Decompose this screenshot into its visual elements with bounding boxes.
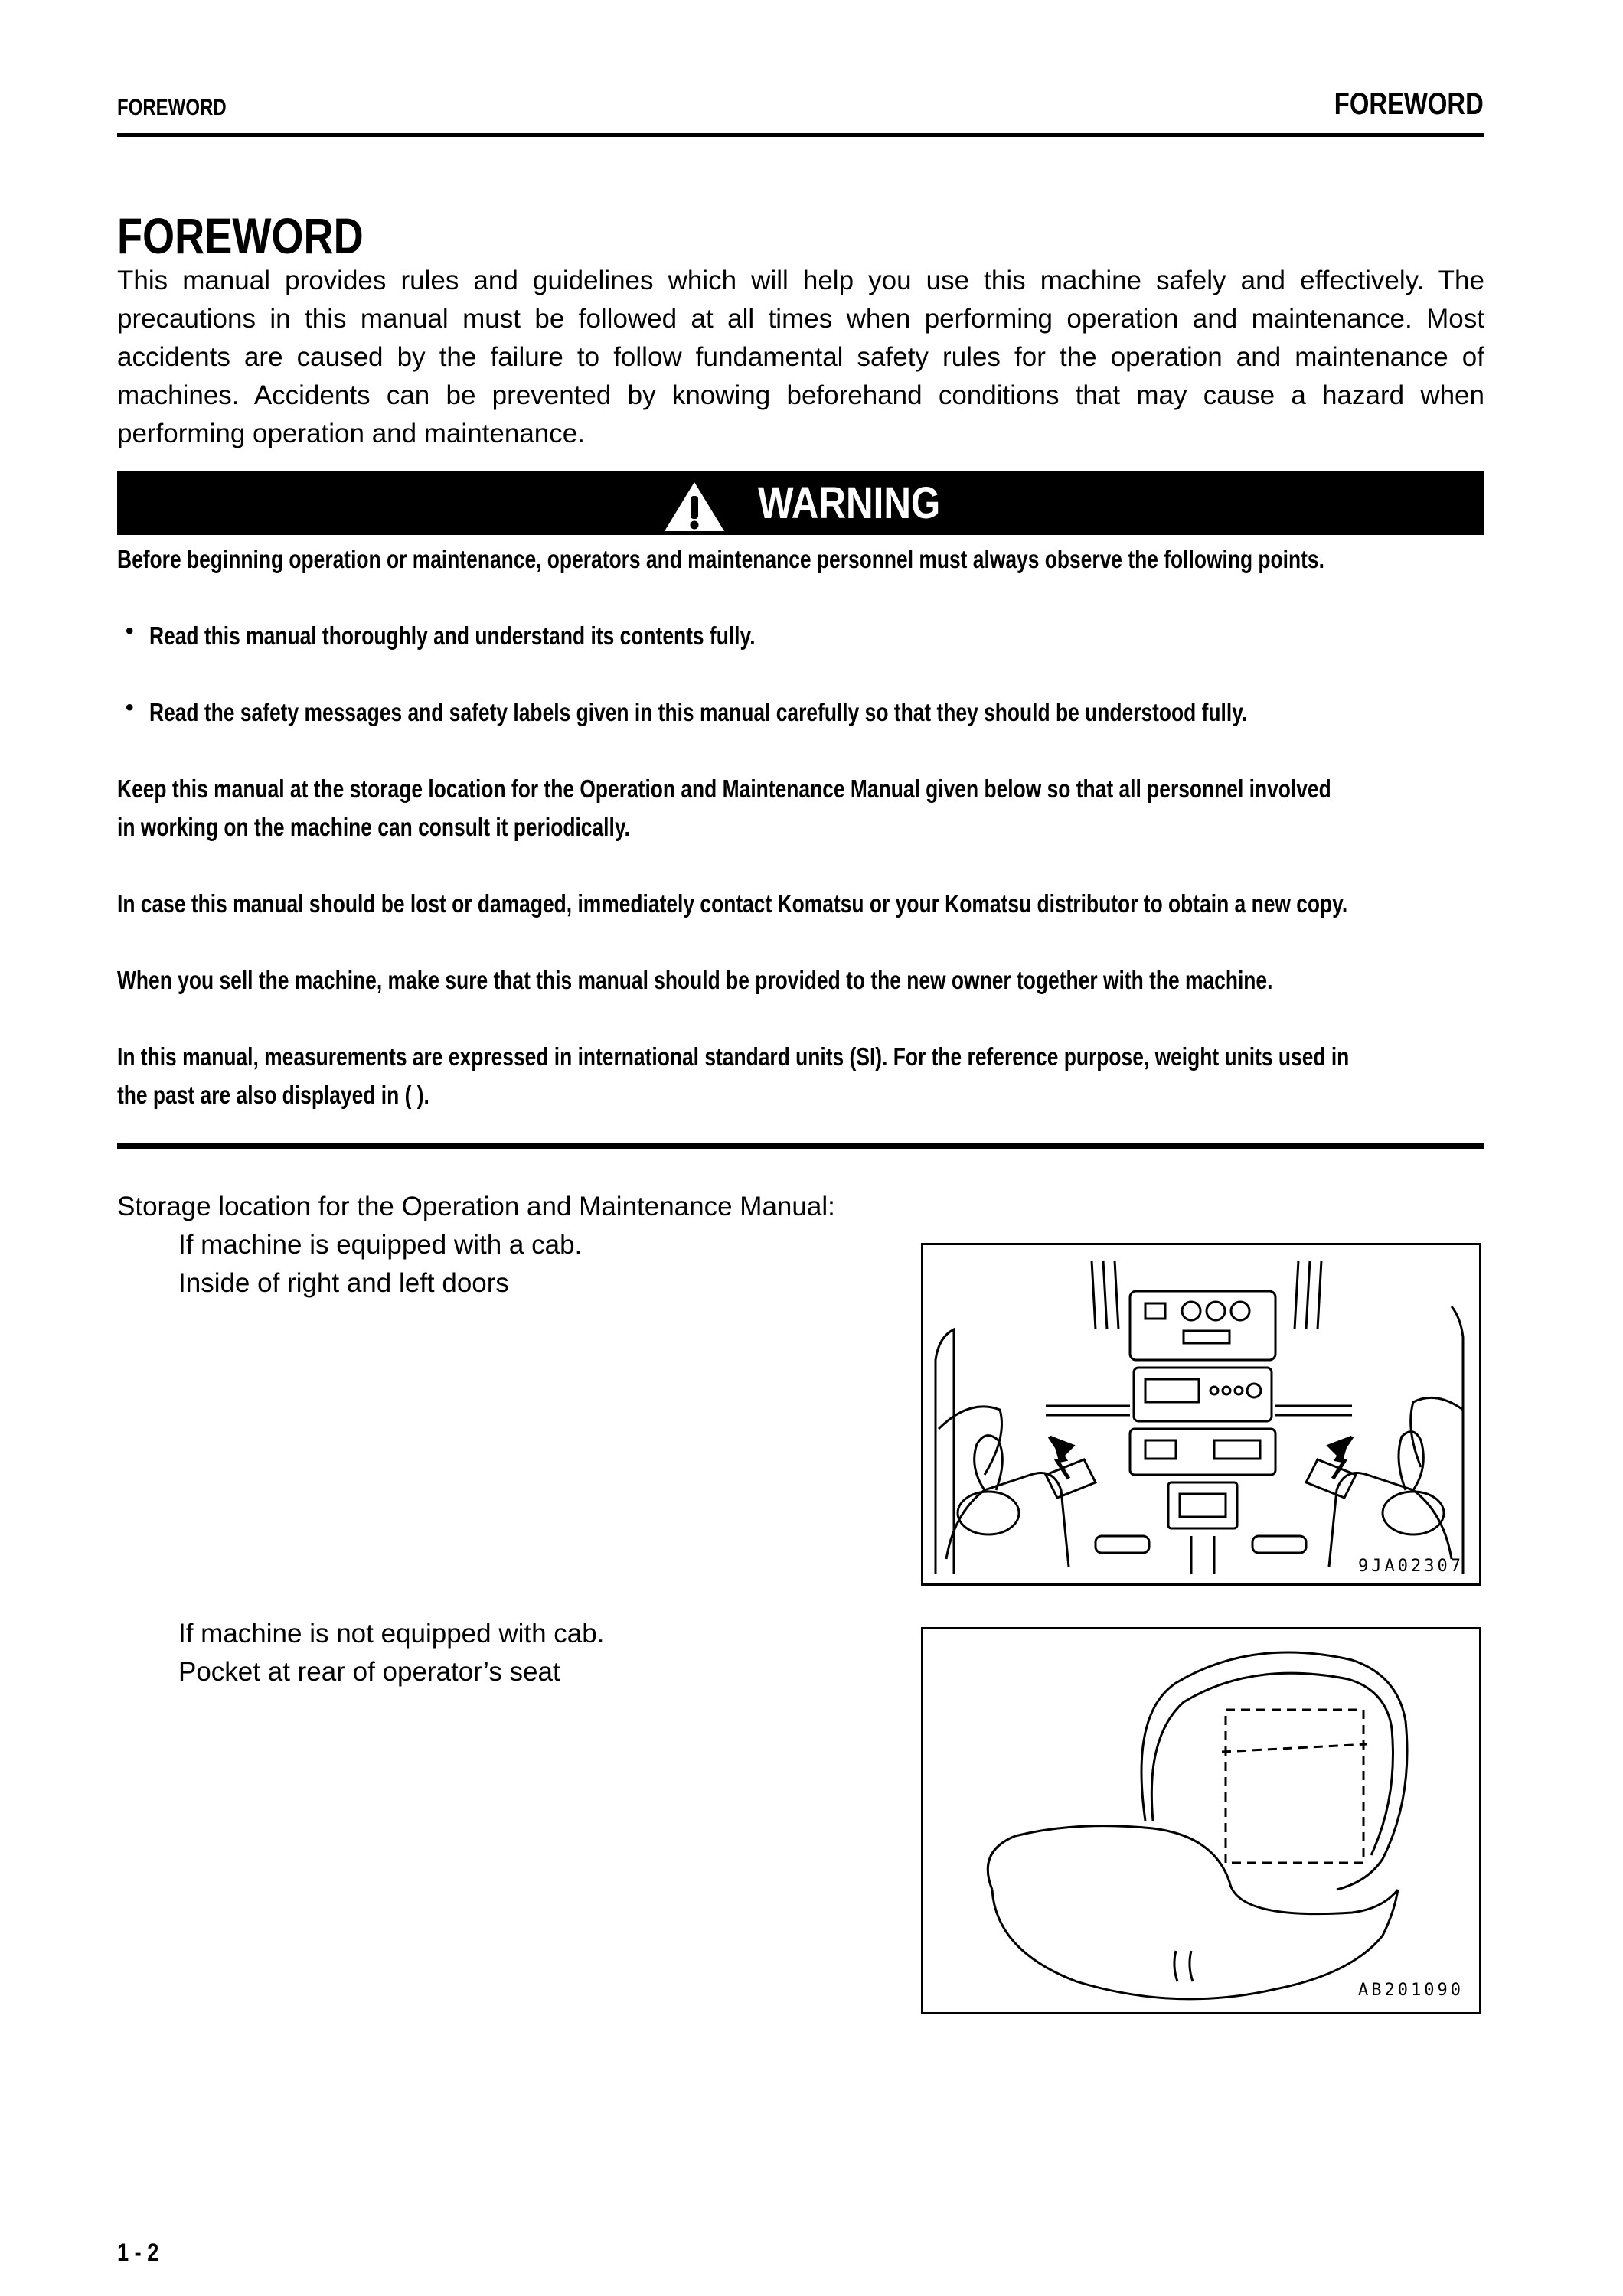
figure-cab-interior bbox=[921, 1243, 1481, 1586]
warning-units-line-2: the past are also displayed in ( ). bbox=[117, 1081, 429, 1109]
warning-bullet-2: Read the safety messages and safety labels given in this manual carefully so that they should be understood fully. bbox=[149, 698, 1248, 726]
bullet-dot: • bbox=[126, 618, 134, 644]
page-number: 1 - 2 bbox=[117, 2239, 159, 2266]
figure-seat-pocket bbox=[921, 1627, 1481, 2014]
warning-label: WARNING bbox=[758, 478, 941, 528]
figure-code: 9JA02307 bbox=[1358, 1557, 1464, 1576]
warning-bullet-1: Read this manual thoroughly and understand its contents fully. bbox=[149, 621, 756, 650]
warning-end-rule bbox=[117, 1143, 1484, 1149]
page-title: FOREWORD bbox=[117, 207, 364, 264]
warning-units-line-1: In this manual, measurements are expressed in international standard units (SI). For the reference purpose, weight units used in bbox=[117, 1042, 1350, 1071]
cab-location: Inside of right and left doors bbox=[178, 1268, 509, 1298]
warning-lead: Before beginning operation or maintenance, operators and maintenance personnel must always observe the following points. bbox=[117, 545, 1324, 573]
header-right-title: FOREWORD bbox=[1334, 87, 1484, 121]
warning-sell: When you sell the machine, make sure that this manual should be provided to the new owner together with the machine. bbox=[117, 966, 1273, 994]
storage-heading: Storage location for the Operation and Maintenance Manual: bbox=[117, 1192, 835, 1221]
warning-keep-line-2: in working on the machine can consult it periodically. bbox=[117, 813, 630, 841]
warning-keep-line-1: Keep this manual at the storage location for the Operation and Maintenance Manual given below so that all personnel involved bbox=[117, 775, 1331, 803]
intro-paragraph: This manual provides rules and guidelines which will help you use this machine safely and effectively. The precautions in this manual must be followed at all times when performing operation and maintenance. Most accidents are caused by the failure to follow fundamental safety rules for the operation and maintenance of machines. Accidents can be prevented by knowing beforehand conditions that may cause a hazard when performing operation and maintenance. bbox=[117, 266, 1484, 448]
seat-illustration bbox=[923, 1629, 1479, 2012]
header-rule bbox=[117, 133, 1484, 137]
warning-triangle-icon bbox=[663, 481, 726, 533]
nocab-condition: If machine is not equipped with cab. bbox=[178, 1619, 605, 1649]
nocab-location: Pocket at rear of operator’s seat bbox=[178, 1657, 560, 1687]
bullet-dot: • bbox=[126, 695, 134, 720]
header-left-title: FOREWORD bbox=[117, 95, 227, 120]
cab-condition: If machine is equipped with a cab. bbox=[178, 1230, 583, 1260]
cab-interior-illustration bbox=[923, 1245, 1479, 1583]
figure-code: AB201090 bbox=[1358, 1981, 1464, 2000]
warning-lost: In case this manual should be lost or damaged, immediately contact Komatsu or your Komatsu distributor to obtain a new copy. bbox=[117, 889, 1348, 918]
